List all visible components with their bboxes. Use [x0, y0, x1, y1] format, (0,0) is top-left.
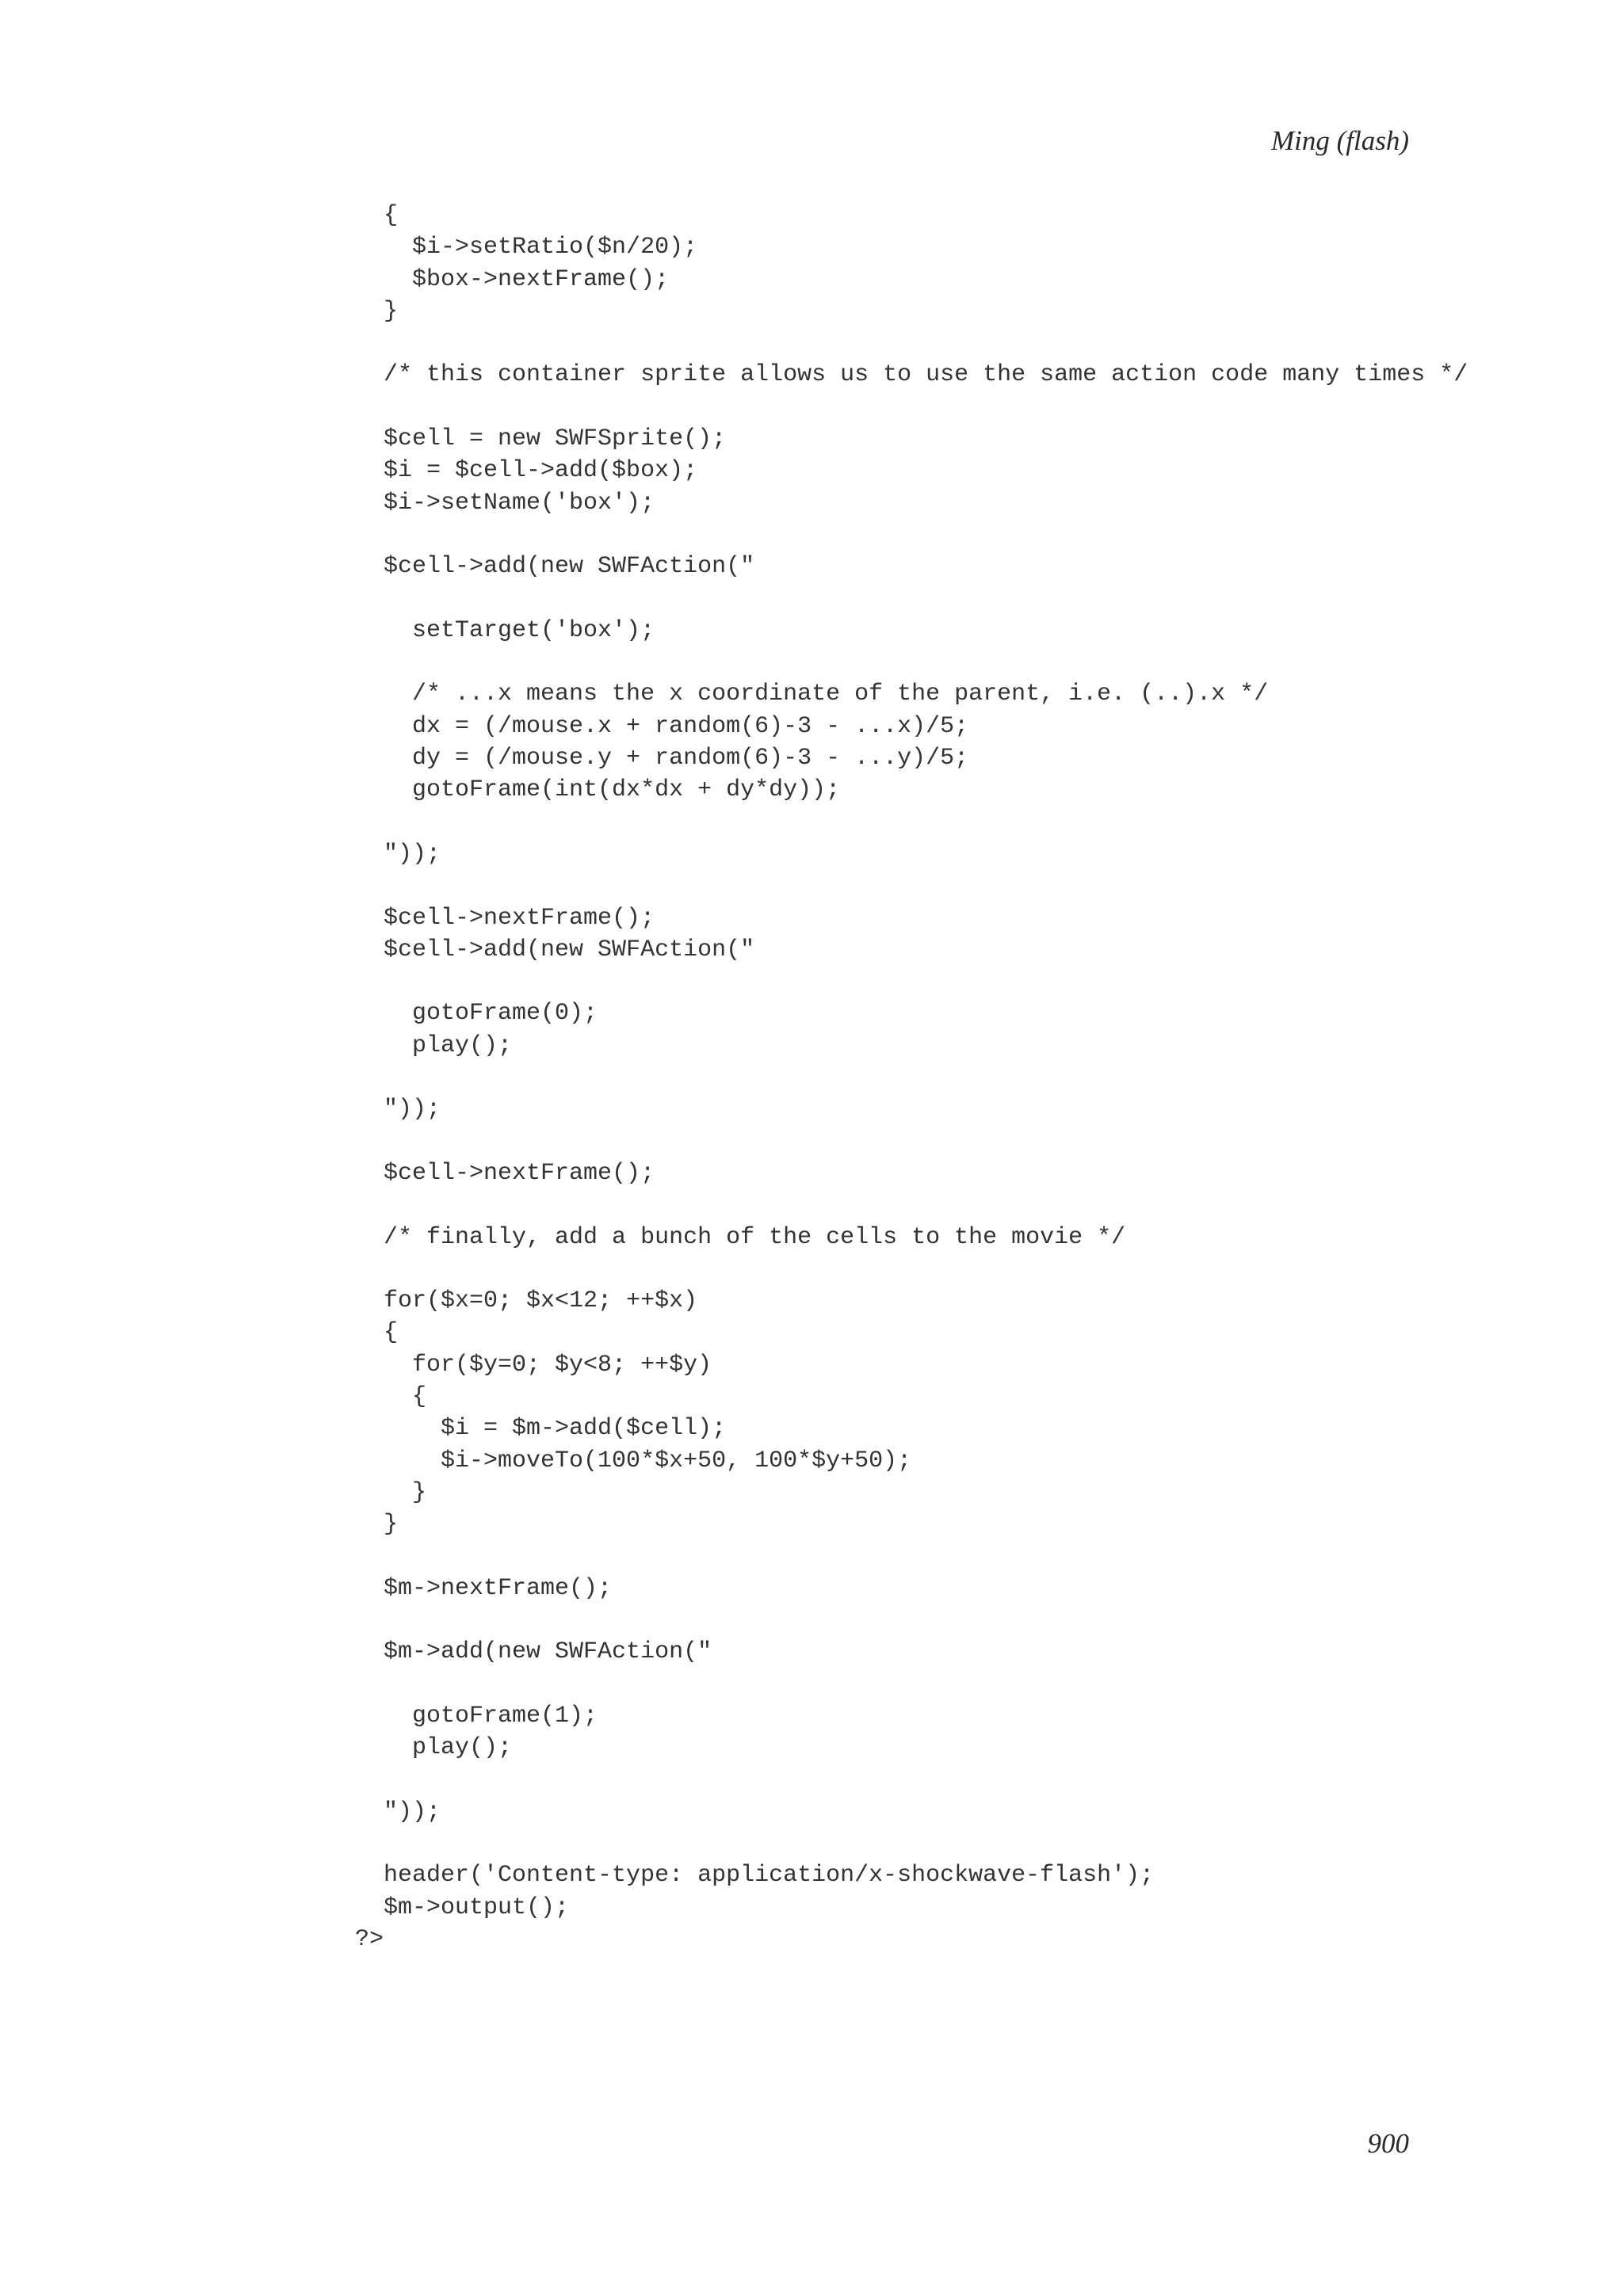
code-line: }	[327, 1478, 427, 1506]
code-line	[327, 583, 1468, 615]
code-line: $m->nextFrame();	[327, 1574, 613, 1602]
code-line	[327, 1126, 1468, 1158]
code-line: $box->nextFrame();	[327, 265, 670, 293]
code-line	[327, 870, 1468, 902]
code-line: $cell->nextFrame();	[327, 904, 655, 932]
code-line: gotoFrame(1);	[327, 1702, 598, 1730]
code-line	[327, 1253, 1468, 1285]
code-line: }	[327, 1511, 399, 1539]
code-line: "));	[327, 1096, 441, 1123]
code-line	[327, 1764, 1468, 1796]
code-line: $i->setName('box');	[327, 489, 655, 517]
code-line: gotoFrame(0);	[327, 1000, 598, 1028]
code-line: $cell = new SWFSprite();	[327, 425, 727, 453]
code-line: $m->add(new SWFAction("	[327, 1638, 712, 1666]
code-line: {	[327, 1319, 399, 1347]
code-line	[327, 1604, 1468, 1636]
code-line	[327, 1828, 1468, 1859]
code-line: for($x=0; $x<12; ++$x)	[327, 1287, 698, 1315]
running-header: Ming (flash)	[1270, 125, 1409, 156]
code-line: {	[327, 202, 399, 229]
code-line: $i->moveTo(100*$x+50, 100*$y+50);	[327, 1447, 912, 1474]
code-line: /* finally, add a bunch of the cells to the movie */	[327, 1223, 1126, 1251]
code-line: /* this container sprite allows us to use the same action code many times */	[327, 361, 1468, 389]
code-line: $cell->nextFrame();	[327, 1159, 655, 1187]
code-line: }	[327, 297, 399, 325]
code-line	[327, 966, 1468, 997]
code-line: $i = $cell->add($box);	[327, 457, 698, 485]
code-listing	[327, 200, 1468, 1955]
code-line: /* ...x means the x coordinate of the parent, i.e. (..).x */	[327, 681, 1269, 708]
code-line	[327, 1540, 1468, 1572]
code-line: dy = (/mouse.y + random(6)-3 - ...y)/5;	[327, 745, 969, 772]
code-line: "));	[327, 1798, 441, 1825]
code-line	[327, 327, 1468, 359]
code-line	[327, 391, 1468, 423]
code-line	[327, 1669, 1468, 1700]
code-line	[327, 807, 1468, 838]
code-line: "));	[327, 840, 441, 868]
code-line: play();	[327, 1032, 513, 1059]
code-line: setTarget('box');	[327, 616, 655, 644]
code-line: for($y=0; $y<8; ++$y)	[327, 1351, 712, 1379]
code-line: {	[327, 1383, 427, 1410]
code-line	[327, 1189, 1468, 1221]
code-line: gotoFrame(int(dx*dx + dy*dy));	[327, 776, 841, 804]
page-number: 900	[1367, 2128, 1409, 2159]
code-line: $i->setRatio($n/20);	[327, 234, 698, 261]
code-line: $m->output();	[327, 1894, 570, 1921]
code-line: $cell->add(new SWFAction("	[327, 936, 755, 963]
code-line: ?>	[327, 1926, 384, 1954]
code-line	[327, 1062, 1468, 1093]
code-line: header('Content-type: application/x-shockwave-flash');	[327, 1862, 1155, 1890]
code-line: play();	[327, 1734, 513, 1762]
code-line: $i = $m->add($cell);	[327, 1415, 727, 1443]
code-line: $cell->add(new SWFAction("	[327, 553, 755, 581]
code-line: dx = (/mouse.x + random(6)-3 - ...x)/5;	[327, 712, 969, 740]
code-line	[327, 646, 1468, 678]
code-line	[327, 519, 1468, 551]
